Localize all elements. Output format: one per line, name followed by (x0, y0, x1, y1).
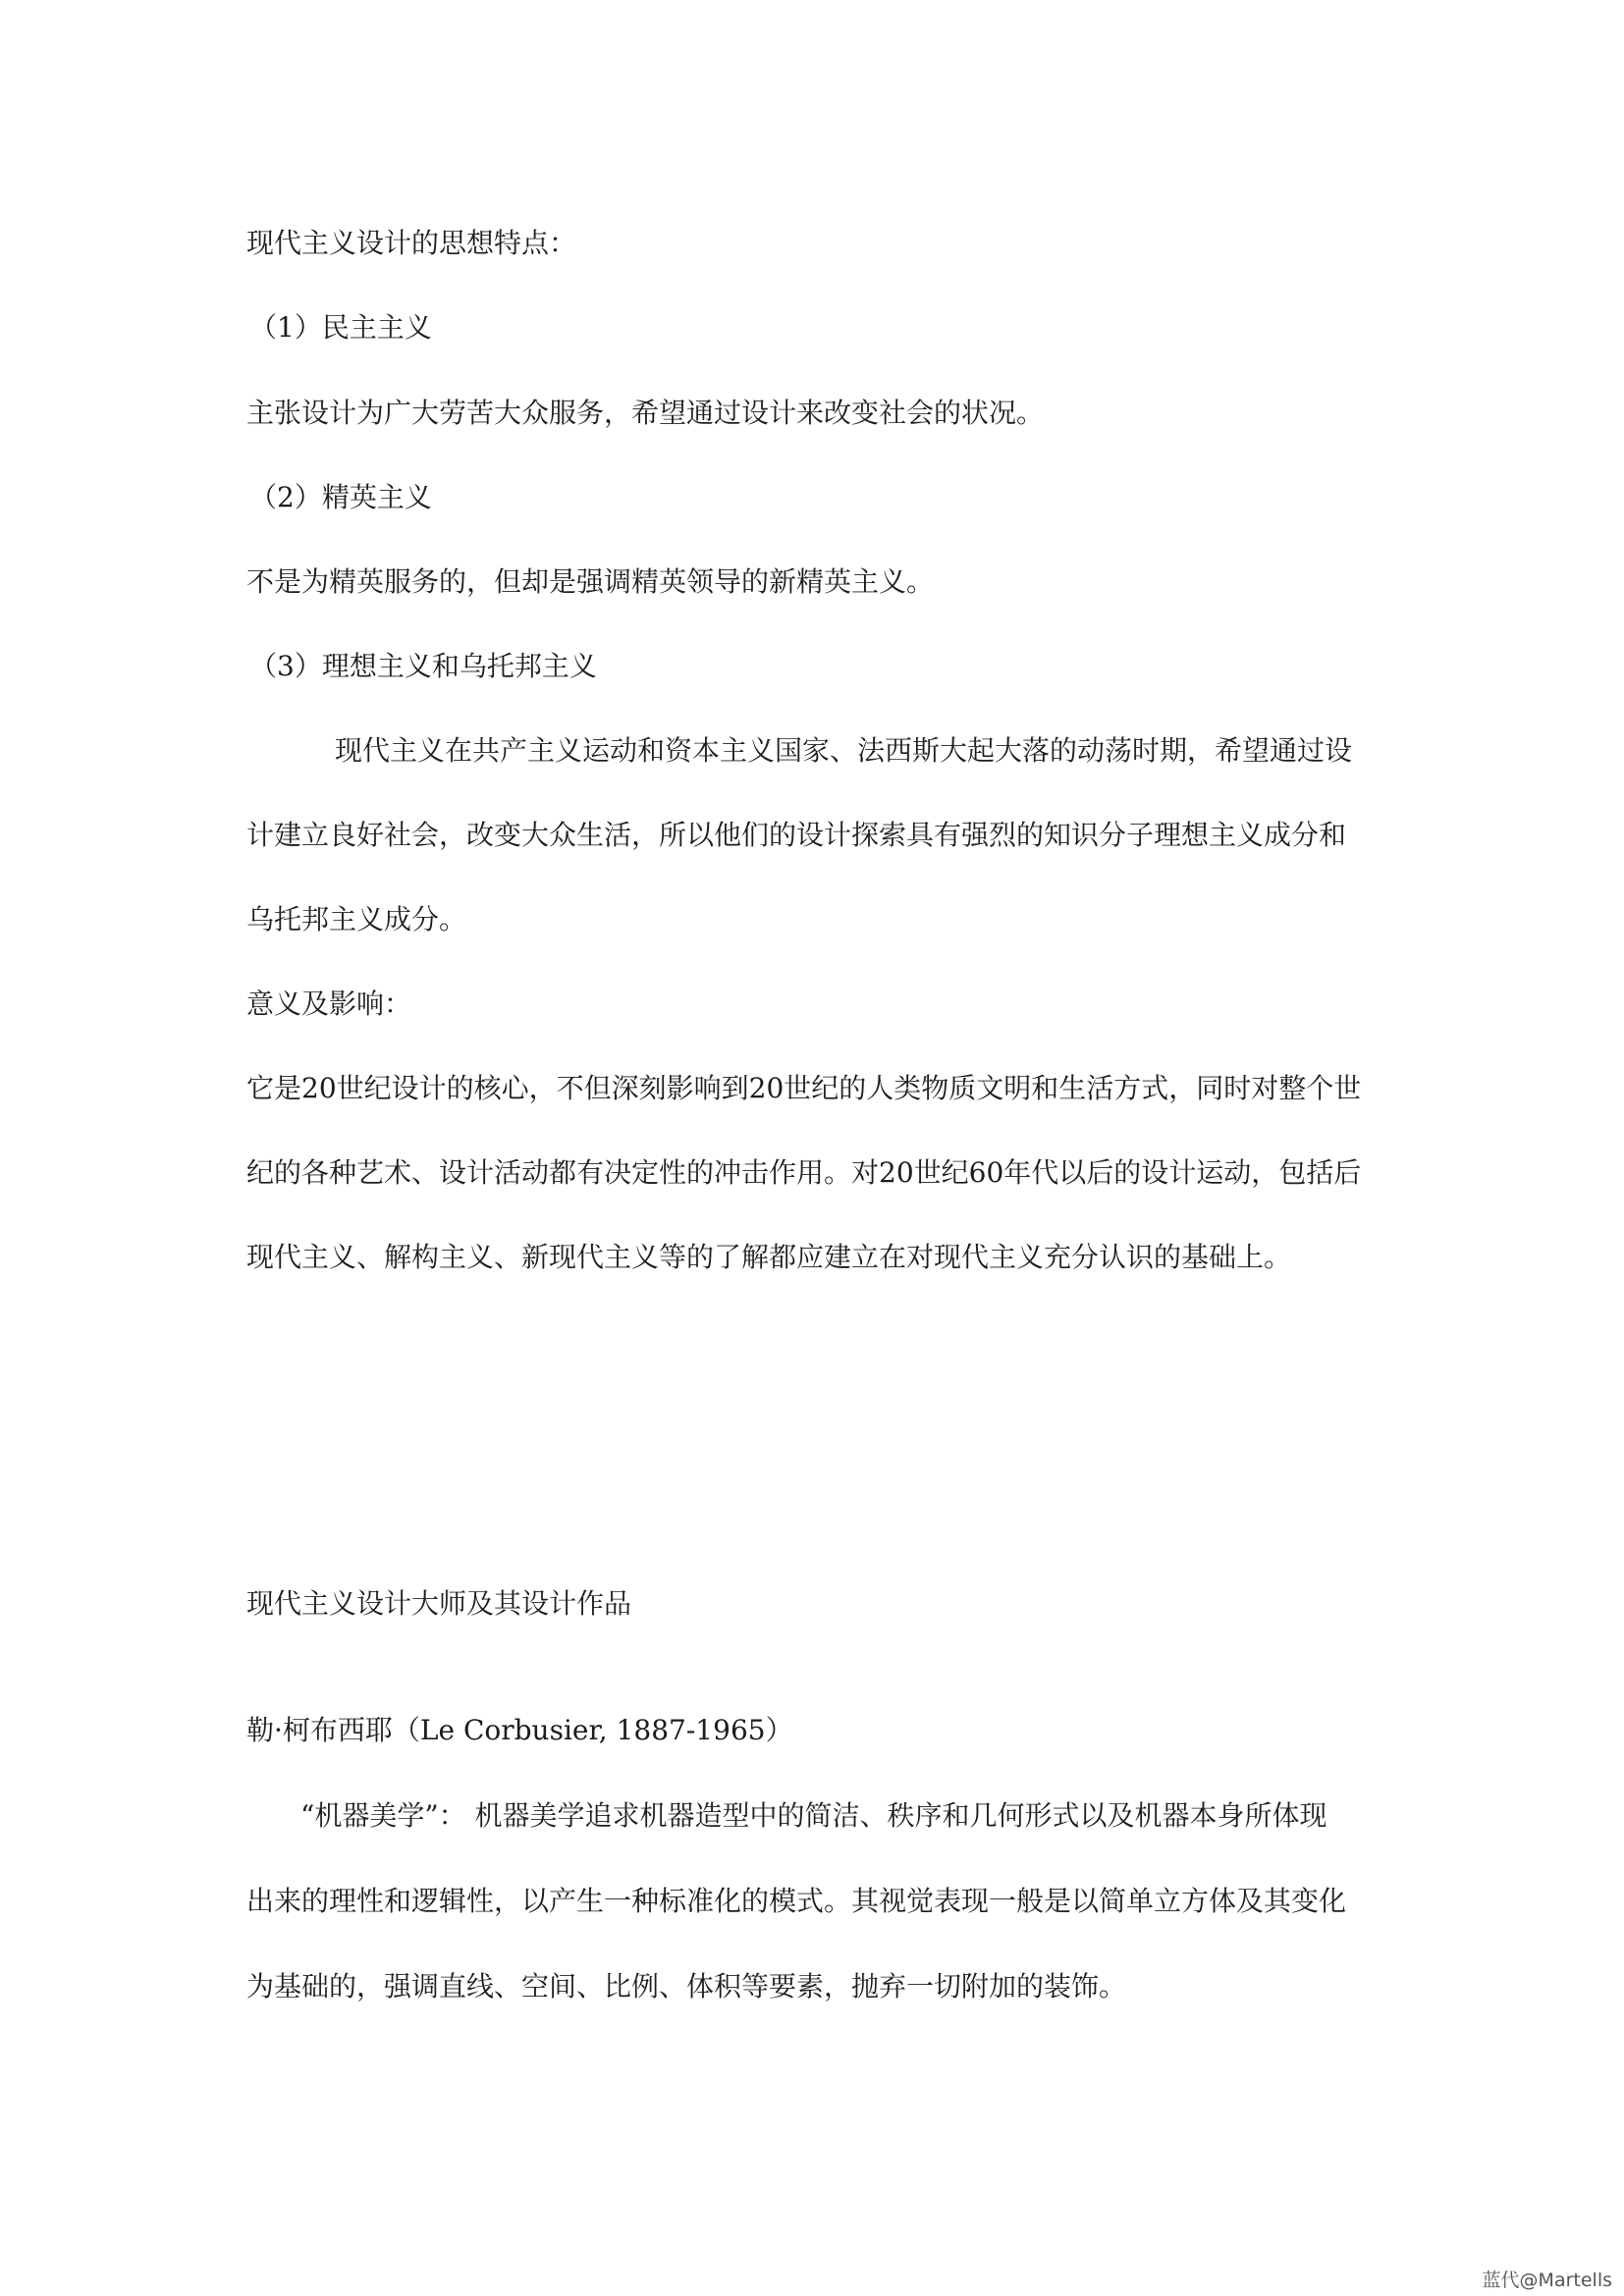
significance-body-line: 它是20世纪设计的核心，不但深刻影响到20世纪的人类物质文明和生活方式，同时对整个世 (246, 1072, 1362, 1104)
machine-aesthetics-line: 出来的理性和逻辑性，以产生一种标准化的模式。其视觉表现一般是以简单立方体及其变化 (246, 1885, 1347, 1917)
watermark: 蓝代@Martells (1482, 2269, 1612, 2291)
features-heading: 现代主义设计的思想特点： (246, 227, 577, 259)
elitism-heading: （2）精英主义 (249, 481, 432, 513)
machine-aesthetics-line: 为基础的，强调直线、空间、比例、体积等要素，抛弃一切附加的装饰。 (246, 1970, 1127, 2002)
significance-body-line: 现代主义、解构主义、新现代主义等的了解都应建立在对现代主义充分认识的基础上。 (246, 1241, 1292, 1273)
idealism-body-line: 计建立良好社会，改变大众生活，所以他们的设计探索具有强烈的知识分子理想主义成分和 (246, 819, 1347, 851)
significance-heading: 意义及影响： (246, 988, 412, 1020)
idealism-heading: （3）理想主义和乌托邦主义 (249, 650, 597, 682)
significance-body-line: 纪的各种艺术、设计活动都有决定性的冲击作用。对20世纪60年代以后的设计运动，包括后 (246, 1156, 1362, 1189)
corbusier-heading: 勒·柯布西耶（Le Corbusier, 1887-1965） (246, 1714, 793, 1746)
democracy-heading: （1）民主主义 (249, 311, 432, 344)
masters-heading: 现代主义设计大师及其设计作品 (246, 1587, 632, 1620)
democracy-body: 主张设计为广大劳苦大众服务，希望通过设计来改变社会的状况。 (246, 397, 1045, 429)
idealism-body-line: 现代主义在共产主义运动和资本主义国家、法西斯大起大落的动荡时期，希望通过设 (335, 734, 1353, 767)
machine-aesthetics-line: “机器美学”： 机器美学追求机器造型中的简洁、秩序和几何形式以及机器本身所体现 (300, 1799, 1327, 1832)
idealism-body-line: 乌托邦主义成分。 (246, 903, 467, 935)
elitism-body: 不是为精英服务的，但却是强调精英领导的新精英主义。 (246, 565, 935, 598)
